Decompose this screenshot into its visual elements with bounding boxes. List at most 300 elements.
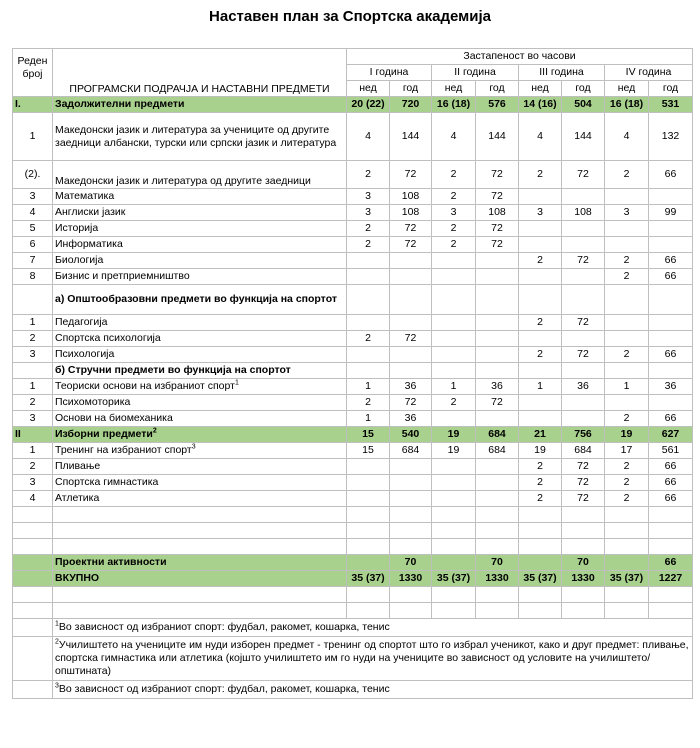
yearly-hours [562,603,605,619]
table-row [13,603,693,619]
row-number: 2 [13,459,53,475]
weekly-hours [605,315,649,331]
weekly-hours [432,347,476,363]
yearly-hours: 36 [390,411,432,427]
weekly-hours: 2 [347,221,390,237]
weekly-hours [432,507,476,523]
subject-name: Биологија [53,253,347,269]
yearly-hours [476,587,519,603]
weekly-hours [519,331,562,347]
subject-name: Спортска гимнастика [53,475,347,491]
subject-name [53,523,347,539]
weekly-hours: 2 [432,189,476,205]
weekly-hours [605,189,649,205]
yearly-hours: 36 [562,379,605,395]
yearly-hours [562,285,605,315]
weekly-hours [347,539,390,555]
footnote: $^3$Во зависност од избраниот спорт: фудбал, ракомет, кошарка, тенис [53,681,693,699]
footnote-marker: 2 [55,638,59,646]
yearly-hours: 70 [476,555,519,571]
yearly-hours [562,587,605,603]
subjects-header: ПРОГРАМСКИ ПОДРАЧЈА И НАСТАВНИ ПРЕДМЕТИ [53,49,347,97]
row-number: 5 [13,221,53,237]
weekly-hours: 2 [519,161,562,189]
yearly-hours [476,603,519,619]
weekly-hours [519,587,562,603]
yearly-hours: 108 [476,205,519,221]
row-number: 3 [13,411,53,427]
weekly-hours [519,539,562,555]
weekly-hours [605,237,649,253]
yearly-hours [476,475,519,491]
yearly-hours [390,603,432,619]
yearly-hours [649,285,693,315]
weekly-hours [432,315,476,331]
table-row [13,491,693,507]
weekly-hours [605,587,649,603]
yearly-hours [476,523,519,539]
yearly-hours: 72 [562,253,605,269]
yearly-hours: 144 [476,113,519,161]
yearly-hours [390,507,432,523]
weekly-hours [347,555,390,571]
yearly-hours [476,347,519,363]
weekly-hours: 19 [432,443,476,459]
weekly-hours [432,475,476,491]
weekly-hours [432,555,476,571]
weekly-hours [519,285,562,315]
row-number: 3 [13,475,53,491]
row-number: 8 [13,269,53,285]
subject-name: Психологија [53,347,347,363]
table-row [13,395,693,411]
yearly-hours [562,363,605,379]
page-title: Наставен план за Спортска академија [209,8,491,25]
weekly-hours: 2 [605,475,649,491]
weekly-hours: 35 (37) [519,571,562,587]
subject-name: Атлетика [53,491,347,507]
table-row [13,97,693,113]
yearly-hours: 72 [562,459,605,475]
yearly-hours: 720 [390,97,432,113]
year-2-header: II година [432,65,519,81]
row-number [13,555,53,571]
weekly-hours: 4 [519,113,562,161]
weekly-hours [519,221,562,237]
weekly-hours: 4 [432,113,476,161]
week-header: нед [605,81,649,97]
table-row [13,363,693,379]
weekly-hours: 2 [605,491,649,507]
weekly-hours: 3 [432,205,476,221]
subject-name: Тренинг на избраниот спорт$^3$ [53,443,347,459]
table-row [13,539,693,555]
subject-name: Проектни активности [53,555,347,571]
footnote-marker: 1 [234,379,239,387]
yearly-hours [649,395,693,411]
weekly-hours [605,603,649,619]
yearly-hours: 66 [649,269,693,285]
yearly-hours: 36 [390,379,432,395]
subject-name: Основи на биомеханика [53,411,347,427]
week-header: нед [432,81,476,97]
table-row [13,205,693,221]
weekly-hours: 2 [519,315,562,331]
weekly-hours: 21 [519,427,562,443]
weekly-hours [432,285,476,315]
subject-name: Македонски јазик и литература од другите заедници [53,161,347,189]
yearly-hours [476,507,519,523]
yearly-hours: 1330 [390,571,432,587]
weekly-hours [605,331,649,347]
footnote-row [13,681,693,699]
yearly-hours: 70 [562,555,605,571]
weekly-hours [519,189,562,205]
weekly-hours: 35 (37) [347,571,390,587]
weekly-hours [605,395,649,411]
yearly-hours: 561 [649,443,693,459]
row-number: 6 [13,237,53,253]
subject-name: Информатика [53,237,347,253]
yearly-hours: 684 [562,443,605,459]
yearly-hours: 531 [649,97,693,113]
weekly-hours: 2 [432,237,476,253]
yearly-hours: 108 [390,205,432,221]
yearly-hours [649,507,693,523]
row-number [13,507,53,523]
yearly-hours [476,253,519,269]
week-header: нед [347,81,390,97]
table-row [13,523,693,539]
weekly-hours: 2 [519,459,562,475]
weekly-hours: 19 [519,443,562,459]
yearly-hours [649,603,693,619]
header-row-1 [13,49,693,65]
year-header: год [390,81,432,97]
yearly-hours: 108 [562,205,605,221]
yearly-hours: 132 [649,113,693,161]
weekly-hours [432,523,476,539]
row-number [13,587,53,603]
yearly-hours [390,285,432,315]
weekly-hours: 4 [347,113,390,161]
table-row [13,161,693,189]
subject-name [53,587,347,603]
subject-name [53,507,347,523]
weekly-hours: 3 [519,205,562,221]
subject-name: ВКУПНО [53,571,347,587]
weekly-hours [347,285,390,315]
weekly-hours: 2 [605,459,649,475]
table-row [13,253,693,269]
row-number: 1 [13,443,53,459]
weekly-hours [605,555,649,571]
yearly-hours: 66 [649,475,693,491]
yearly-hours: 540 [390,427,432,443]
weekly-hours [605,507,649,523]
subject-name: Спортска психологија [53,331,347,347]
table-row [13,285,693,315]
yearly-hours: 66 [649,491,693,507]
table-row [13,331,693,347]
weekly-hours [605,523,649,539]
yearly-hours [390,491,432,507]
yearly-hours [476,331,519,347]
table-row [13,237,693,253]
row-number: II [13,427,53,443]
weekly-hours: 2 [347,161,390,189]
yearly-hours [562,189,605,205]
table-row [13,315,693,331]
weekly-hours: 17 [605,443,649,459]
weekly-hours: 2 [519,475,562,491]
weekly-hours: 1 [347,379,390,395]
weekly-hours: 2 [347,331,390,347]
subject-name: а) Општообразовни предмети во функција на спортот [53,285,347,315]
table-row [13,571,693,587]
yearly-hours [476,539,519,555]
subject-name: Бизнис и претприемништво [53,269,347,285]
weekly-hours: 16 (18) [432,97,476,113]
yearly-hours: 72 [390,237,432,253]
subject-name: Теориски основи на избраниот спорт$^1$ [53,379,347,395]
yearly-hours [390,253,432,269]
yearly-hours: 72 [562,315,605,331]
table-row [13,443,693,459]
weekly-hours: 19 [605,427,649,443]
weekly-hours: 1 [347,411,390,427]
table-row [13,113,693,161]
year-4-header: IV година [605,65,693,81]
table-row [13,507,693,523]
row-number: 1 [13,315,53,331]
footnote-row [13,619,693,637]
weekly-hours: 2 [432,161,476,189]
weekly-hours: 2 [605,253,649,269]
table-row [13,427,693,443]
weekly-hours [432,331,476,347]
row-number: 3 [13,347,53,363]
weekly-hours [347,507,390,523]
weekly-hours [519,603,562,619]
weekly-hours: 1 [432,379,476,395]
yearly-hours: 99 [649,205,693,221]
weekly-hours [605,285,649,315]
row-number [13,285,53,315]
yearly-hours [390,475,432,491]
weekly-hours [432,253,476,269]
weekly-hours [519,395,562,411]
weekly-hours [347,347,390,363]
yearly-hours [476,411,519,427]
year-header: год [476,81,519,97]
yearly-hours: 36 [476,379,519,395]
row-number: 4 [13,205,53,221]
weekly-hours: 2 [605,161,649,189]
subject-name [53,603,347,619]
table-row [13,587,693,603]
table-row [13,475,693,491]
footnote: $^1$Во зависност од избраниот спорт: фудбал, ракомет, кошарка, тенис [53,619,693,637]
yearly-hours: 66 [649,459,693,475]
yearly-hours [476,315,519,331]
weekly-hours [432,269,476,285]
yearly-hours [649,315,693,331]
footnote-marker: 3 [55,682,59,690]
footnote: $^2$Училиштето на учениците им нуди изборен предмет - тренинг од спортот што го избрал ученикот, како и друг предмет: пливање, спортска гимнастика или атлетика (којшто училиштето им го нуди на учениците во зависност од условите на училиштето/општината) [53,637,693,681]
yearly-hours: 1330 [476,571,519,587]
num-header: Реден број [13,49,53,97]
weekly-hours: 3 [347,205,390,221]
yearly-hours: 576 [476,97,519,113]
row-number: I. [13,97,53,113]
year-header: год [649,81,693,97]
weekly-hours: 15 [347,443,390,459]
yearly-hours: 72 [390,161,432,189]
yearly-hours: 1227 [649,571,693,587]
weekly-hours [605,221,649,237]
subject-name: Пливање [53,459,347,475]
yearly-hours [562,237,605,253]
row-number: 2 [13,395,53,411]
yearly-hours: 627 [649,427,693,443]
year-3-header: III година [519,65,605,81]
weekly-hours: 2 [605,269,649,285]
weekly-hours: 14 (16) [519,97,562,113]
weekly-hours [605,363,649,379]
weekly-hours [432,587,476,603]
week-header: нед [519,81,562,97]
yearly-hours [562,507,605,523]
row-number [13,523,53,539]
yearly-hours: 72 [390,331,432,347]
weekly-hours [347,603,390,619]
weekly-hours [347,491,390,507]
row-number: 1 [13,379,53,395]
subject-name: Историја [53,221,347,237]
yearly-hours: 72 [390,221,432,237]
yearly-hours: 684 [476,443,519,459]
table-row [13,189,693,205]
table-row [13,555,693,571]
weekly-hours [519,507,562,523]
weekly-hours [519,363,562,379]
table-row [13,221,693,237]
weekly-hours [519,411,562,427]
subject-name [53,539,347,555]
weekly-hours: 19 [432,427,476,443]
weekly-hours: 2 [519,253,562,269]
weekly-hours: 3 [605,205,649,221]
row-number: 7 [13,253,53,269]
yearly-hours: 72 [562,347,605,363]
weekly-hours [347,475,390,491]
weekly-hours [347,587,390,603]
weekly-hours: 2 [347,395,390,411]
weekly-hours [519,555,562,571]
yearly-hours: 72 [562,491,605,507]
yearly-hours [390,347,432,363]
weekly-hours: 2 [432,221,476,237]
year-header: год [562,81,605,97]
yearly-hours [390,539,432,555]
weekly-hours [605,539,649,555]
yearly-hours: 72 [476,237,519,253]
table-row [13,269,693,285]
yearly-hours [562,331,605,347]
weekly-hours: 4 [605,113,649,161]
table-row [13,347,693,363]
weekly-hours [432,411,476,427]
row-number: 4 [13,491,53,507]
yearly-hours: 684 [476,427,519,443]
yearly-hours [649,363,693,379]
footnote-marker: 1 [55,620,59,628]
curriculum-table [12,48,693,699]
weekly-hours [347,315,390,331]
yearly-hours [476,285,519,315]
weekly-hours [347,269,390,285]
yearly-hours [649,331,693,347]
weekly-hours: 16 (18) [605,97,649,113]
weekly-hours [347,523,390,539]
weekly-hours [432,491,476,507]
yearly-hours: 72 [476,395,519,411]
table-row [13,459,693,475]
row-number [13,363,53,379]
yearly-hours: 70 [390,555,432,571]
yearly-hours: 756 [562,427,605,443]
yearly-hours [562,411,605,427]
yearly-hours: 144 [562,113,605,161]
weekly-hours [432,459,476,475]
subject-name: Македонски јазик и литература за учениците од другите заедници албански, турски или српски јазик и литература [53,113,347,161]
yearly-hours [476,459,519,475]
hours-header: Застапеност во часови [347,49,693,65]
yearly-hours [562,221,605,237]
year-1-header: I година [347,65,432,81]
yearly-hours [390,315,432,331]
yearly-hours [390,587,432,603]
yearly-hours [649,539,693,555]
row-number: 1 [13,113,53,161]
weekly-hours: 2 [605,411,649,427]
yearly-hours: 72 [562,161,605,189]
weekly-hours: 1 [519,379,562,395]
row-number [13,571,53,587]
weekly-hours [432,539,476,555]
yearly-hours: 684 [390,443,432,459]
footnote-row [13,637,693,681]
yearly-hours [390,363,432,379]
subject-name: Математика [53,189,347,205]
yearly-hours: 144 [390,113,432,161]
yearly-hours: 66 [649,253,693,269]
yearly-hours [649,523,693,539]
weekly-hours [432,603,476,619]
yearly-hours [562,539,605,555]
yearly-hours: 66 [649,555,693,571]
yearly-hours: 72 [476,221,519,237]
subject-name: Психомоторика [53,395,347,411]
yearly-hours [476,363,519,379]
yearly-hours [649,189,693,205]
row-number: 2 [13,331,53,347]
weekly-hours: 2 [519,347,562,363]
weekly-hours [347,253,390,269]
row-number: (2). [13,161,53,189]
yearly-hours: 66 [649,161,693,189]
